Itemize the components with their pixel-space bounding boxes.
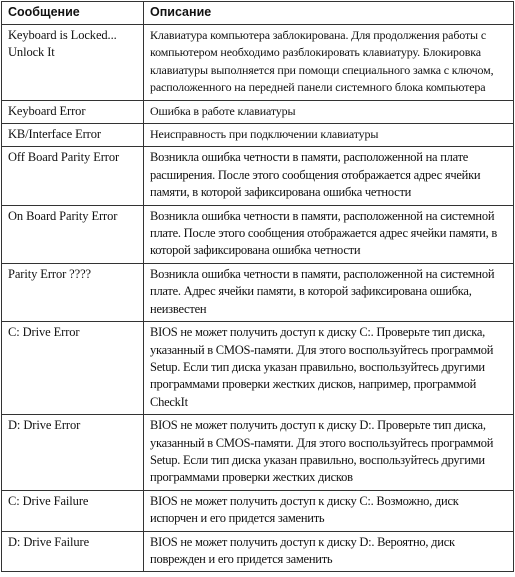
description-cell: BIOS не может получить доступ к диску D:. Вероятно, диск поврежден и его придется заменить <box>144 531 514 572</box>
table-row <box>2 531 514 572</box>
description-cell: Неисправность при подключении клавиатуры <box>144 124 514 147</box>
table-row <box>2 415 514 491</box>
table-row <box>2 124 514 147</box>
message-cell: C: Drive Error <box>2 322 144 415</box>
description-cell: Клавиатура компьютера заблокирована. Для продолжения работы с компьютером необходимо разблокировать клавиатуру. Блокировка клавиатуры выполняется при помощи специального замка с ключом, расположенного на передней панели системного блока компьютера <box>144 25 514 101</box>
description-cell: BIOS не может получить доступ к диску C:. Проверьте тип диска, указанный в CMOS-памяти. Для этого воспользуйтесь программой Setup. Если тип диска указан правильно, воспользуйтесь другими программами проверки жестких дисков, например, программой CheckIt <box>144 322 514 415</box>
table-row <box>2 322 514 415</box>
message-cell: D: Drive Error <box>2 415 144 491</box>
table-row <box>2 205 514 263</box>
message-cell: C: Drive Failure <box>2 490 144 531</box>
description-cell: Ошибка в работе клавиатуры <box>144 100 514 123</box>
table-row <box>2 263 514 321</box>
table-row <box>2 25 514 101</box>
header-message: Сообщение <box>2 2 144 25</box>
message-cell: On Board Parity Error <box>2 205 144 263</box>
message-cell: Parity Error ???? <box>2 263 144 321</box>
table-row <box>2 490 514 531</box>
description-cell: BIOS не может получить доступ к диску C:. Возможно, диск испорчен и его придется заменить <box>144 490 514 531</box>
message-cell: Keyboard Error <box>2 100 144 123</box>
description-cell: Возникла ошибка четности в памяти, расположенной на системной плате. Адрес ячейки памяти, в которой зафиксирована ошибка, неизвестен <box>144 263 514 321</box>
message-cell: D: Drive Failure <box>2 531 144 572</box>
table-header-row <box>2 2 514 25</box>
table-row <box>2 100 514 123</box>
bios-messages-table <box>1 1 514 572</box>
description-cell: Возникла ошибка четности в памяти, расположенной на плате расширения. После этого сообщения отображается адрес ячейки памяти, в которой зафиксирована ошибка четности <box>144 147 514 205</box>
message-cell: KB/Interface Error <box>2 124 144 147</box>
message-cell: Keyboard is Locked... Unlock It <box>2 25 144 101</box>
header-description: Описание <box>144 2 514 25</box>
description-cell: BIOS не может получить доступ к диску D:. Проверьте тип диска, указанный в CMOS-памяти. Для этого воспользуйтесь программой Setup. Если тип диска указан правильно, воспользуйтесь другими программами проверки жестких дисков <box>144 415 514 491</box>
message-cell: Off Board Parity Error <box>2 147 144 205</box>
description-cell: Возникла ошибка четности в памяти, расположенной на системной плате. После этого сообщения отображается адрес ячейки памяти, в которой зафиксирована ошибка четности <box>144 205 514 263</box>
table-row <box>2 147 514 205</box>
